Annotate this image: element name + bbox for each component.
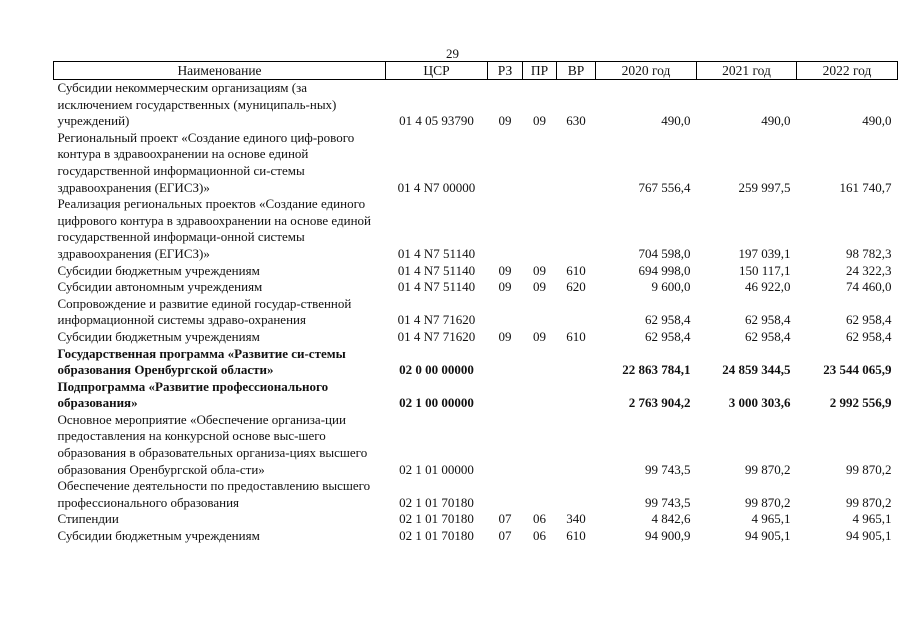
cell-pr xyxy=(523,296,557,329)
cell-rz: 09 xyxy=(498,113,512,129)
header-2022: 2022 год xyxy=(797,62,898,80)
cell-rz xyxy=(488,130,523,196)
cell-2022: 161 740,7 xyxy=(839,179,892,195)
table-body xyxy=(54,80,898,545)
cell-vr xyxy=(557,130,596,196)
cell-pr xyxy=(523,346,557,379)
cell-name: Субсидии бюджетным учреждениям xyxy=(57,528,260,544)
cell-2022: 490,0 xyxy=(862,113,892,129)
cell-2020: 694 998,0 xyxy=(638,262,691,278)
cell-2021: 4 965,1 xyxy=(751,511,791,527)
cell-2020: 767 556,4 xyxy=(638,179,691,195)
header-2021: 2021 год xyxy=(697,62,797,80)
cell-csr: 01 4 N7 51140 xyxy=(397,262,476,278)
cell-2021: 3 000 303,6 xyxy=(728,395,791,411)
cell-name: Субсидии некоммерческим организациям (за исключением государственных (муниципаль-ных) учреждений) xyxy=(57,80,337,129)
table-row xyxy=(54,528,898,545)
page-number: 29 xyxy=(446,46,459,61)
cell-pr: 06 xyxy=(533,528,546,544)
cell-name: Обеспечение деятельности по предоставлению высшего профессионального образования xyxy=(57,478,371,510)
cell-2022: 2 992 556,9 xyxy=(829,395,892,411)
cell-csr: 01 4 N7 51140 xyxy=(397,245,476,261)
cell-2020: 94 900,9 xyxy=(645,528,691,544)
cell-vr: 340 xyxy=(566,511,586,527)
cell-2022: 74 460,0 xyxy=(846,279,892,295)
table-row xyxy=(54,130,898,196)
cell-name: Подпрограмма «Развитие профессионального образования» xyxy=(57,378,329,411)
cell-2021: 197 039,1 xyxy=(738,245,791,261)
cell-csr: 02 0 00 00000 xyxy=(399,362,474,378)
cell-csr: 02 1 01 70180 xyxy=(399,528,474,544)
cell-rz: 07 xyxy=(498,511,512,527)
cell-pr: 09 xyxy=(533,328,546,344)
table-row xyxy=(54,196,898,262)
header-rz: РЗ xyxy=(488,62,523,80)
cell-2020: 62 958,4 xyxy=(645,312,691,328)
table-row xyxy=(54,279,898,296)
cell-vr: 610 xyxy=(566,528,586,544)
cell-name: Основное мероприятие «Обеспечение организа-ции предоставления на конкурсной основе выс-шего образования в образовательных организа-циях высшего образования Оренбургской обла-сти» xyxy=(57,411,368,477)
cell-csr: 01 4 N7 00000 xyxy=(397,179,476,195)
cell-vr xyxy=(557,379,596,412)
table-row xyxy=(54,80,898,130)
cell-rz xyxy=(488,296,523,329)
table-header xyxy=(54,62,898,80)
cell-csr: 01 4 N7 51140 xyxy=(397,279,476,295)
cell-name: Субсидии бюджетным учреждениям xyxy=(57,328,260,344)
cell-2022: 24 322,3 xyxy=(846,262,892,278)
cell-2020: 490,0 xyxy=(661,113,691,129)
cell-pr: 09 xyxy=(533,279,546,295)
cell-2020: 2 763 904,2 xyxy=(628,395,691,411)
cell-rz xyxy=(488,196,523,262)
cell-pr xyxy=(523,412,557,478)
cell-2022: 23 544 065,9 xyxy=(823,362,892,378)
cell-2022: 4 965,1 xyxy=(852,511,892,527)
cell-rz: 07 xyxy=(498,528,512,544)
cell-2020: 704 598,0 xyxy=(638,245,691,261)
cell-vr xyxy=(557,412,596,478)
cell-vr: 610 xyxy=(566,328,586,344)
cell-2022: 94 905,1 xyxy=(846,528,892,544)
cell-pr xyxy=(523,478,557,511)
cell-name: Субсидии бюджетным учреждениям xyxy=(57,262,260,278)
table-row xyxy=(54,478,898,511)
cell-2022: 98 782,3 xyxy=(846,245,892,261)
cell-rz xyxy=(488,478,523,511)
header-pr: ПР xyxy=(523,62,557,80)
cell-pr: 06 xyxy=(533,511,546,527)
cell-name: Реализация региональных проектов «Создание единого цифрового контура в здравоохранении на основе единой государственной информаци-онной системы здравоохранения (ЕГИСЗ)» xyxy=(57,196,371,261)
cell-vr xyxy=(557,478,596,511)
cell-csr: 02 1 01 70180 xyxy=(399,494,474,510)
cell-vr: 610 xyxy=(566,262,586,278)
cell-rz: 09 xyxy=(498,279,512,295)
table-row xyxy=(54,379,898,412)
cell-csr: 02 1 01 00000 xyxy=(399,461,474,477)
cell-pr: 09 xyxy=(533,262,546,278)
table-row xyxy=(54,263,898,280)
cell-2020: 4 842,6 xyxy=(651,511,691,527)
cell-rz xyxy=(488,346,523,379)
cell-2021: 46 922,0 xyxy=(745,279,791,295)
cell-vr: 630 xyxy=(566,113,586,129)
cell-csr: 01 4 N7 71620 xyxy=(397,328,476,344)
cell-2022: 99 870,2 xyxy=(846,494,892,510)
cell-vr xyxy=(557,296,596,329)
table-row xyxy=(54,511,898,528)
cell-2021: 94 905,1 xyxy=(745,528,791,544)
cell-name: Сопровождение и развитие единой государ-ственной информационной системы здраво-охранения xyxy=(57,295,352,328)
cell-csr: 01 4 N7 71620 xyxy=(397,312,476,328)
cell-csr: 02 1 01 70180 xyxy=(399,511,474,527)
cell-2021: 99 870,2 xyxy=(745,461,791,477)
cell-2020: 9 600,0 xyxy=(651,279,691,295)
table-row xyxy=(54,329,898,346)
cell-2020: 99 743,5 xyxy=(645,494,691,510)
cell-name: Субсидии автономным учреждениям xyxy=(57,279,263,295)
cell-pr xyxy=(523,130,557,196)
table-row xyxy=(54,412,898,478)
cell-name: Стипендии xyxy=(57,511,119,527)
cell-2022: 62 958,4 xyxy=(846,312,892,328)
cell-name: Государственная программа «Развитие си-стемы образования Оренбургской области» xyxy=(57,345,346,378)
table-row xyxy=(54,296,898,329)
header-vr: ВР xyxy=(557,62,596,80)
table-row xyxy=(54,346,898,379)
cell-2021: 490,0 xyxy=(761,113,791,129)
cell-vr xyxy=(557,346,596,379)
cell-2021: 62 958,4 xyxy=(745,328,791,344)
cell-rz: 09 xyxy=(498,328,512,344)
cell-2021: 24 859 344,5 xyxy=(722,362,791,378)
cell-vr xyxy=(557,196,596,262)
cell-pr xyxy=(523,196,557,262)
cell-2020: 62 958,4 xyxy=(645,328,691,344)
cell-pr xyxy=(523,379,557,412)
cell-csr: 01 4 05 93790 xyxy=(399,113,474,129)
cell-vr: 620 xyxy=(566,279,586,295)
cell-2022: 62 958,4 xyxy=(846,328,892,344)
cell-2021: 150 117,1 xyxy=(738,262,791,278)
cell-rz: 09 xyxy=(498,262,512,278)
cell-pr: 09 xyxy=(533,113,546,129)
cell-2021: 62 958,4 xyxy=(745,312,791,328)
cell-2020: 22 863 784,1 xyxy=(622,362,691,378)
cell-2020: 99 743,5 xyxy=(645,461,691,477)
cell-2022: 99 870,2 xyxy=(846,461,892,477)
cell-rz xyxy=(488,379,523,412)
cell-2021: 99 870,2 xyxy=(745,494,791,510)
cell-2021: 259 997,5 xyxy=(738,179,791,195)
cell-rz xyxy=(488,412,523,478)
budget-table xyxy=(53,61,898,545)
cell-name: Региональный проект «Создание единого циф-рового контура в здравоохранении на основе единой государственной информационной си-стемы здравоохранения (ЕГИСЗ)» xyxy=(57,129,355,195)
header-csr: ЦСР xyxy=(386,62,488,80)
cell-csr: 02 1 00 00000 xyxy=(399,395,474,411)
header-name: Наименование xyxy=(54,62,386,80)
header-2020: 2020 год xyxy=(596,62,697,80)
